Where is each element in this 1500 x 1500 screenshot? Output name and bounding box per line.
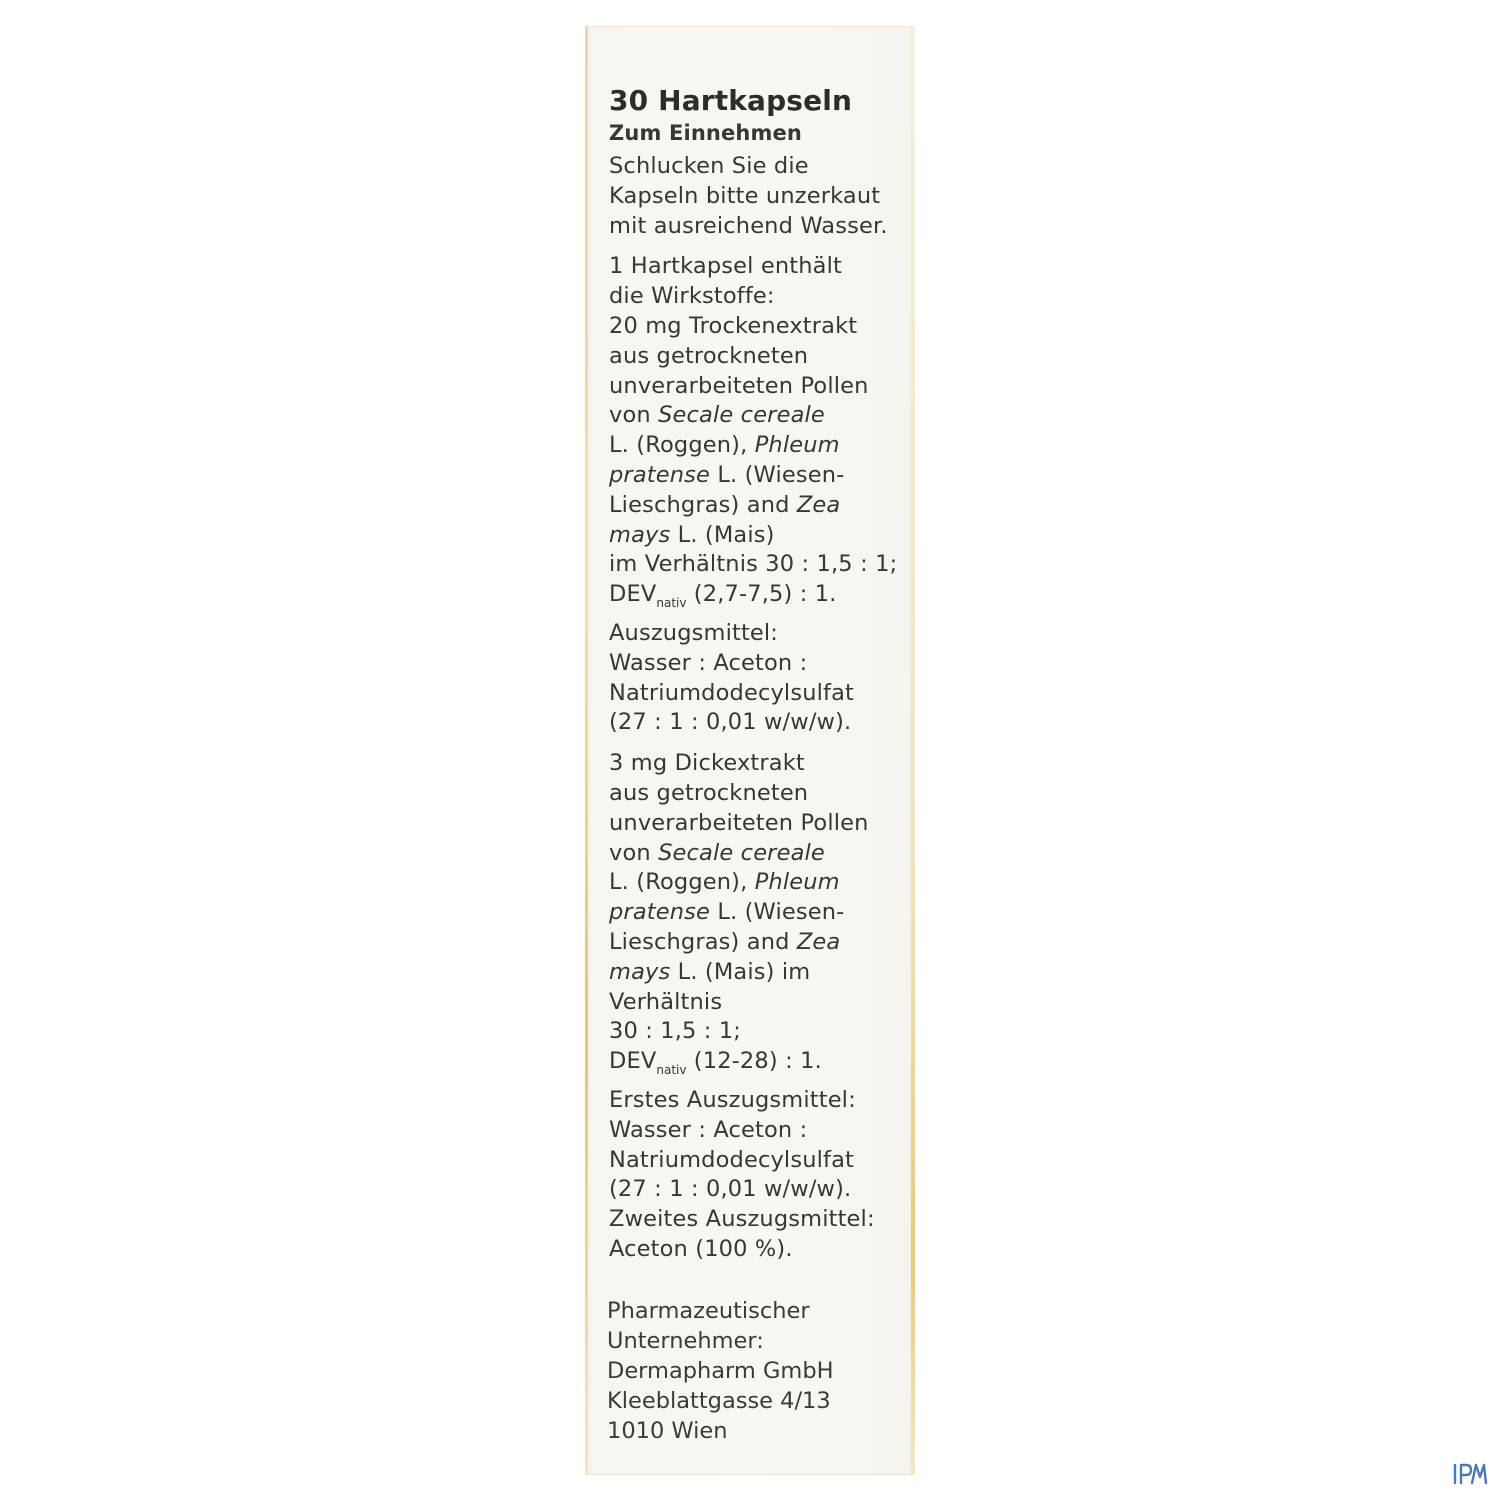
composition-line: aus getrockneten — [609, 342, 809, 369]
composition-line: Natriumdodecylsulfat — [609, 1146, 854, 1173]
text-fragment: von — [609, 839, 659, 866]
dev-ratio-line — [609, 1047, 909, 1086]
composition-line: Wasser : Aceton : — [609, 1116, 808, 1143]
dosage-instructions — [609, 152, 909, 241]
panel-text — [609, 84, 909, 1276]
species-name: pratense — [609, 461, 711, 488]
dev-label: DEV — [609, 1048, 657, 1075]
composition-line — [609, 431, 909, 461]
address-line: Kleeblattgasse 4/13 — [607, 1388, 831, 1414]
text-fragment: L. (Wiesen- — [710, 899, 845, 926]
dev-value: (12-28) : 1. — [686, 1048, 822, 1075]
product-title: 30 Hartkapseln — [609, 84, 853, 117]
composition-line: 3 mg Dickextrakt — [609, 750, 805, 777]
address-line: Pharmazeutischer — [607, 1298, 810, 1324]
composition-line: 30 : 1,5 : 1; — [609, 1018, 742, 1045]
species-name: mays — [609, 521, 671, 548]
composition-line: Verhältnis — [609, 988, 723, 1015]
text-fragment: L. (Roggen), — [609, 432, 755, 459]
composition-line: Erstes Auszugsmittel: — [609, 1086, 856, 1113]
instruction-line: mit ausreichend Wasser. — [609, 212, 888, 239]
species-name: Secale cereale — [658, 839, 825, 866]
composition-line — [609, 868, 909, 898]
composition-line — [609, 521, 909, 551]
text-fragment: L. (Mais) im — [670, 958, 811, 985]
composition-line — [609, 839, 909, 869]
species-name: Phleum — [754, 869, 840, 896]
ipm-logo-icon — [1452, 1462, 1488, 1486]
composition-line — [609, 958, 909, 988]
manufacturer-address — [607, 1296, 834, 1446]
ingredient-intro-line: 1 Hartkapsel enthält — [609, 253, 842, 280]
composition-line: 20 mg Trockenextrakt — [609, 312, 858, 339]
text-fragment: L. (Roggen), — [609, 869, 755, 896]
composition-line — [609, 928, 909, 958]
composition-line: Auszugsmittel: — [609, 619, 779, 646]
composition-line: Natriumdodecylsulfat — [609, 679, 854, 706]
composition-line: (27 : 1 : 0,01 w/w/w). — [609, 709, 852, 736]
composition-line — [609, 401, 909, 431]
composition-line: Aceton (100 %). — [609, 1235, 793, 1262]
dry-extract-composition — [609, 252, 909, 738]
thick-extract-composition — [609, 749, 909, 1265]
composition-line: unverarbeiteten Pollen — [609, 372, 869, 399]
dev-label: DEV — [609, 581, 657, 608]
text-fragment: L. (Mais) — [670, 521, 775, 548]
species-name: Zea — [796, 928, 841, 955]
species-name: Zea — [796, 491, 841, 518]
panel-right-edge — [911, 26, 915, 1475]
administration-route: Zum Einnehmen — [609, 121, 803, 145]
composition-line: unverarbeiteten Pollen — [609, 809, 869, 836]
text-fragment: Lieschgras) and — [609, 928, 797, 955]
composition-line — [609, 898, 909, 928]
composition-line: Zweites Auszugsmittel: — [609, 1206, 875, 1233]
species-name: Phleum — [754, 432, 840, 459]
text-fragment: von — [609, 402, 659, 429]
dev-subscript: nativ — [656, 596, 687, 611]
address-line: Dermapharm GmbH — [607, 1358, 834, 1384]
composition-line: (27 : 1 : 0,01 w/w/w). — [609, 1176, 852, 1203]
address-line: 1010 Wien — [607, 1418, 728, 1444]
dev-ratio-line — [609, 580, 909, 619]
composition-line — [609, 461, 909, 491]
dev-value: (2,7-7,5) : 1. — [686, 581, 837, 608]
text-fragment: Lieschgras) and — [609, 491, 797, 518]
instruction-line: Kapseln bitte unzerkaut — [609, 182, 881, 209]
panel-left-edge — [585, 26, 588, 1475]
species-name: mays — [609, 958, 671, 985]
composition-line: aus getrockneten — [609, 779, 809, 806]
species-name: Secale cereale — [658, 402, 825, 429]
composition-line: im Verhältnis 30 : 1,5 : 1; — [609, 551, 898, 578]
species-name: pratense — [609, 899, 711, 926]
address-line: Unternehmer: — [607, 1328, 764, 1354]
instruction-line: Schlucken Sie die — [609, 153, 809, 179]
dev-subscript: nativ — [656, 1063, 687, 1078]
composition-line — [609, 491, 909, 521]
text-fragment: L. (Wiesen- — [710, 461, 845, 488]
ingredient-intro-line: die Wirkstoffe: — [609, 283, 775, 310]
composition-line: Wasser : Aceton : — [609, 649, 808, 676]
